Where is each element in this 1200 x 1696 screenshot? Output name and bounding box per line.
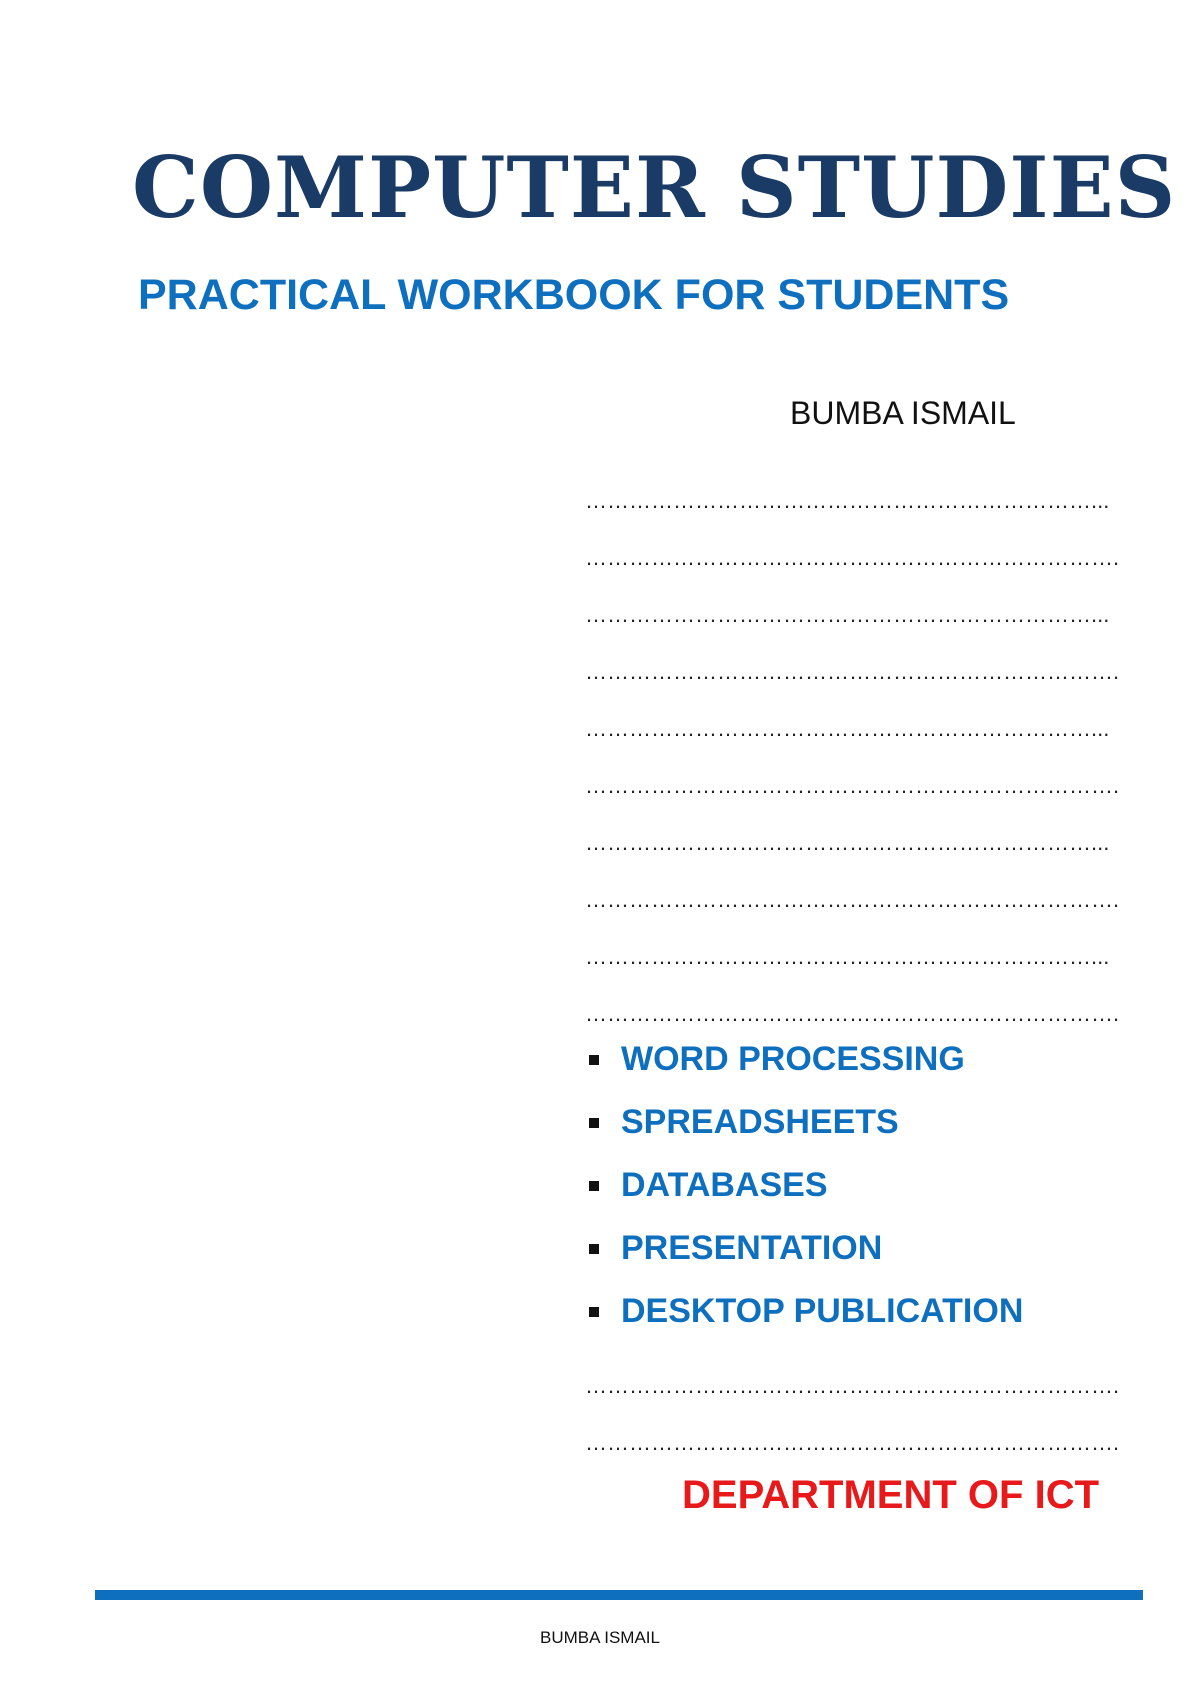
topic-list: [585, 1028, 1023, 1343]
dotted-line: ……………………………………………………………….: [585, 546, 1120, 570]
dotted-line: ……………………………………………………………….: [585, 888, 1120, 912]
topic-label: PRESENTATION: [621, 1229, 883, 1267]
dotted-line: ……………………………………………………………...: [585, 945, 1110, 969]
topic-item: [585, 1154, 1023, 1217]
dotted-line: ……………………………………………………………….: [585, 1002, 1120, 1026]
dotted-line: ……………………………………………………………...: [585, 603, 1110, 627]
footer-divider: [95, 1590, 1143, 1600]
dotted-line: ……………………………………………………………….: [585, 1431, 1120, 1455]
square-bullet-icon: [589, 1244, 599, 1254]
author-name: BUMBA ISMAIL: [790, 395, 1016, 431]
square-bullet-icon: [589, 1055, 599, 1065]
dotted-line: ……………………………………………………………….: [585, 774, 1120, 798]
footer-author: BUMBA ISMAIL: [540, 1628, 660, 1647]
department-name: DEPARTMENT OF ICT: [682, 1473, 1100, 1517]
document-subtitle: PRACTICAL WORKBOOK FOR STUDENTS: [138, 271, 1010, 319]
square-bullet-icon: [589, 1307, 599, 1317]
document-title: COMPUTER STUDIES: [132, 138, 1177, 237]
topic-item: [585, 1217, 1023, 1280]
topic-item: [585, 1091, 1023, 1154]
dotted-line: ……………………………………………………………...: [585, 489, 1110, 513]
topic-label: DATABASES: [621, 1166, 828, 1204]
topic-item: [585, 1028, 1023, 1091]
dotted-line: ……………………………………………………………….: [585, 1374, 1120, 1398]
dotted-line: ……………………………………………………………...: [585, 831, 1110, 855]
square-bullet-icon: [589, 1118, 599, 1128]
topic-label: DESKTOP PUBLICATION: [621, 1292, 1024, 1330]
topic-label: SPREADSHEETS: [621, 1103, 899, 1141]
dotted-line: ……………………………………………………………...: [585, 717, 1110, 741]
dotted-line: ……………………………………………………………….: [585, 660, 1120, 684]
square-bullet-icon: [589, 1181, 599, 1191]
topic-item: [585, 1280, 1023, 1343]
topic-label: WORD PROCESSING: [621, 1040, 965, 1078]
